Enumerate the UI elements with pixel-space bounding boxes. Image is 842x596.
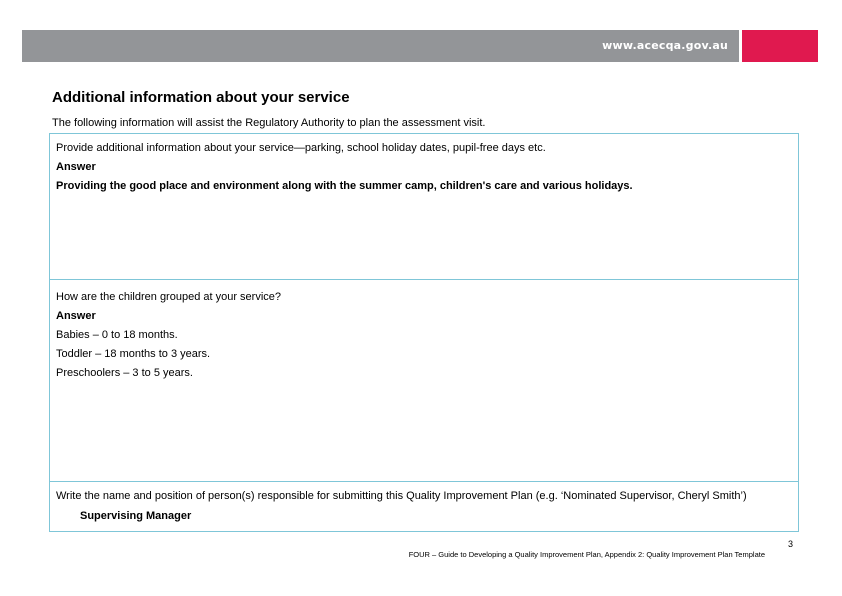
page-title: Additional information about your service bbox=[52, 89, 350, 106]
answer-label: Answer bbox=[56, 161, 96, 173]
answer-text[interactable]: Supervising Manager bbox=[80, 510, 192, 522]
intro-text: The following information will assist the Regulatory Authority to plan the assessment visit. bbox=[52, 117, 486, 129]
question-text: Provide additional information about your service—parking, school holiday dates, pupil-free days etc. bbox=[56, 142, 546, 154]
info-table bbox=[49, 133, 799, 532]
section-children-groups bbox=[50, 279, 798, 481]
question-text: Write the name and position of person(s) responsible for submitting this Quality Improvement Plan (e.g. ‘Nominated Supervisor, Cheryl Smith’) bbox=[56, 490, 747, 502]
section-additional-info bbox=[50, 134, 798, 279]
section-responsible-person bbox=[50, 481, 798, 531]
header-band bbox=[22, 30, 739, 62]
answer-line-preschoolers[interactable]: Preschoolers – 3 to 5 years. bbox=[56, 367, 193, 379]
header-url: www.acecqa.gov.au bbox=[602, 39, 728, 52]
question-text: How are the children grouped at your service? bbox=[56, 291, 282, 303]
footer-text: FOUR – Guide to Developing a Quality Improvement Plan, Appendix 2: Quality Improvement Plan Template bbox=[408, 550, 765, 559]
answer-line-babies[interactable]: Babies – 0 to 18 months. bbox=[56, 329, 178, 341]
answer-text[interactable]: Providing the good place and environment along with the summer camp, children's care and various holidays. bbox=[56, 180, 633, 192]
page-number: 3 bbox=[788, 539, 794, 549]
header-accent-block bbox=[742, 30, 818, 62]
answer-line-toddler[interactable]: Toddler – 18 months to 3 years. bbox=[56, 348, 211, 360]
answer-label: Answer bbox=[56, 310, 96, 322]
